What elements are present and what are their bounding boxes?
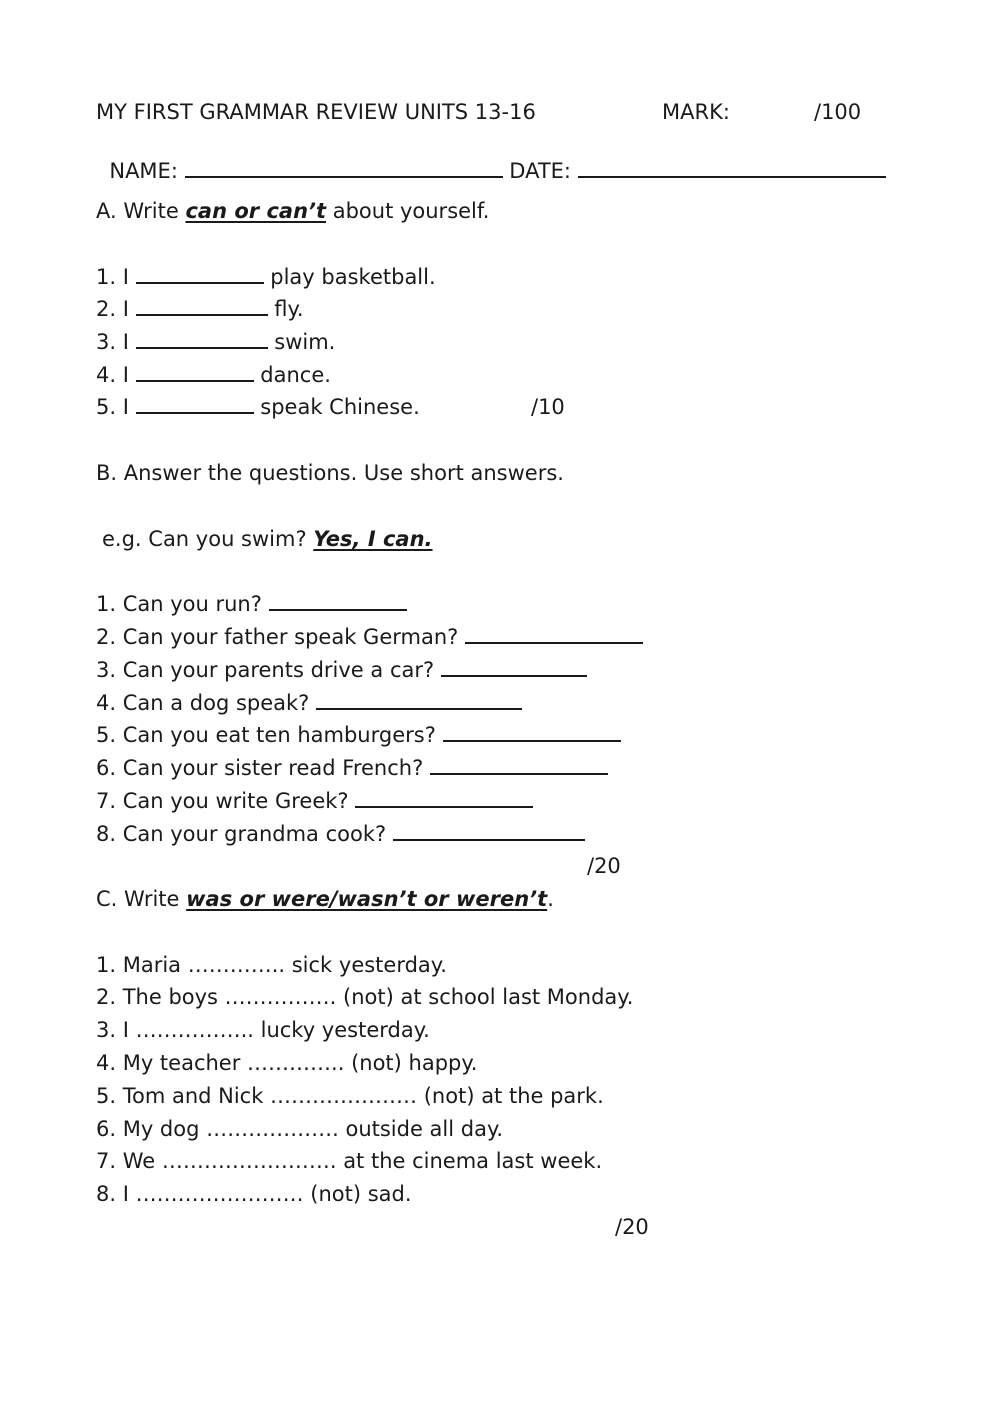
item-text: speak Chinese. [253, 395, 420, 419]
section-a-item [96, 394, 420, 420]
name-field[interactable] [185, 158, 503, 178]
section-a-item [96, 264, 436, 290]
section-c-item: 5. Tom and Nick ………………… (not) at the park. [96, 1084, 604, 1108]
section-c-item: 8. I …………………… (not) sad. [96, 1182, 412, 1206]
section-c-item: 4. My teacher ………….. (not) happy. [96, 1051, 478, 1075]
answer-blank[interactable] [136, 362, 254, 382]
section-c-item: 1. Maria ………….. sick yesterday. [96, 953, 447, 977]
item-number: 5. I [96, 395, 136, 419]
section-b-instruction: B. Answer the questions. Use short answers. [96, 461, 564, 485]
instruction-text: C. Write [96, 887, 187, 911]
answer-blank[interactable] [393, 821, 585, 841]
worksheet-title: MY FIRST GRAMMAR REVIEW UNITS 13-16 [96, 100, 536, 124]
item-text: dance. [253, 363, 331, 387]
answer-blank[interactable] [441, 657, 587, 677]
section-b-item [96, 755, 608, 781]
section-b-item [96, 591, 407, 617]
answer-blank[interactable] [443, 722, 621, 742]
section-c-item: 7. We ……………………. at the cinema last week. [96, 1149, 603, 1173]
section-c-item: 6. My dog ………………. outside all day. [96, 1117, 504, 1141]
example-answer: Yes, I can. [313, 527, 433, 551]
section-b-item [96, 690, 522, 716]
section-c-item: 2. The boys ……………. (not) at school last Monday. [96, 985, 634, 1009]
section-a-score: /10 [531, 395, 565, 419]
section-b-item [96, 722, 621, 748]
question-text: 4. Can a dog speak? [96, 691, 316, 715]
section-b-score: /20 [587, 854, 621, 878]
section-a-instruction [96, 198, 489, 224]
answer-blank[interactable] [269, 591, 407, 611]
example-question: e.g. Can you swim? [102, 527, 314, 551]
section-c-item: 3. I …………….. lucky yesterday. [96, 1018, 430, 1042]
answer-blank[interactable] [136, 329, 268, 349]
section-a-item [96, 329, 335, 355]
instruction-text: . [547, 887, 554, 911]
question-text: 7. Can you write Greek? [96, 789, 356, 813]
question-text: 5. Can you eat ten hamburgers? [96, 723, 443, 747]
item-text: play basketball. [263, 265, 436, 289]
answer-blank[interactable] [136, 296, 268, 316]
section-b-item [96, 657, 587, 683]
mark-total: /100 [814, 100, 862, 124]
section-c-score: /20 [615, 1215, 649, 1239]
date-field[interactable] [578, 158, 886, 178]
question-text: 6. Can your sister read French? [96, 756, 430, 780]
mark-label: MARK: [662, 100, 730, 124]
answer-blank[interactable] [430, 755, 608, 775]
item-number: 2. I [96, 297, 136, 321]
item-number: 3. I [96, 330, 136, 354]
question-text: 1. Can you run? [96, 592, 269, 616]
section-b-example [102, 526, 433, 552]
instruction-text: about yourself. [326, 199, 490, 223]
section-b-item [96, 788, 533, 814]
instruction-emphasis: can or can’t [185, 199, 327, 223]
question-text: 8. Can your grandma cook? [96, 822, 393, 846]
answer-blank[interactable] [355, 788, 533, 808]
date-label: DATE: [509, 159, 571, 183]
item-number: 1. I [96, 265, 136, 289]
answer-blank[interactable] [465, 624, 643, 644]
instruction-emphasis: was or were/wasn’t or weren’t [186, 887, 548, 911]
answer-blank[interactable] [316, 690, 522, 710]
instruction-text: A. Write [96, 199, 186, 223]
name-label: NAME: [109, 159, 178, 183]
answer-blank[interactable] [136, 264, 264, 284]
section-b-item [96, 624, 643, 650]
section-a-item [96, 296, 304, 322]
section-b-item [96, 821, 585, 847]
section-c-instruction [96, 886, 554, 912]
item-number: 4. I [96, 363, 136, 387]
section-a-item [96, 362, 331, 388]
name-date-row [96, 132, 886, 184]
answer-blank[interactable] [136, 394, 254, 414]
question-text: 2. Can your father speak German? [96, 625, 465, 649]
question-text: 3. Can your parents drive a car? [96, 658, 441, 682]
item-text: swim. [267, 330, 336, 354]
item-text: fly. [267, 297, 304, 321]
